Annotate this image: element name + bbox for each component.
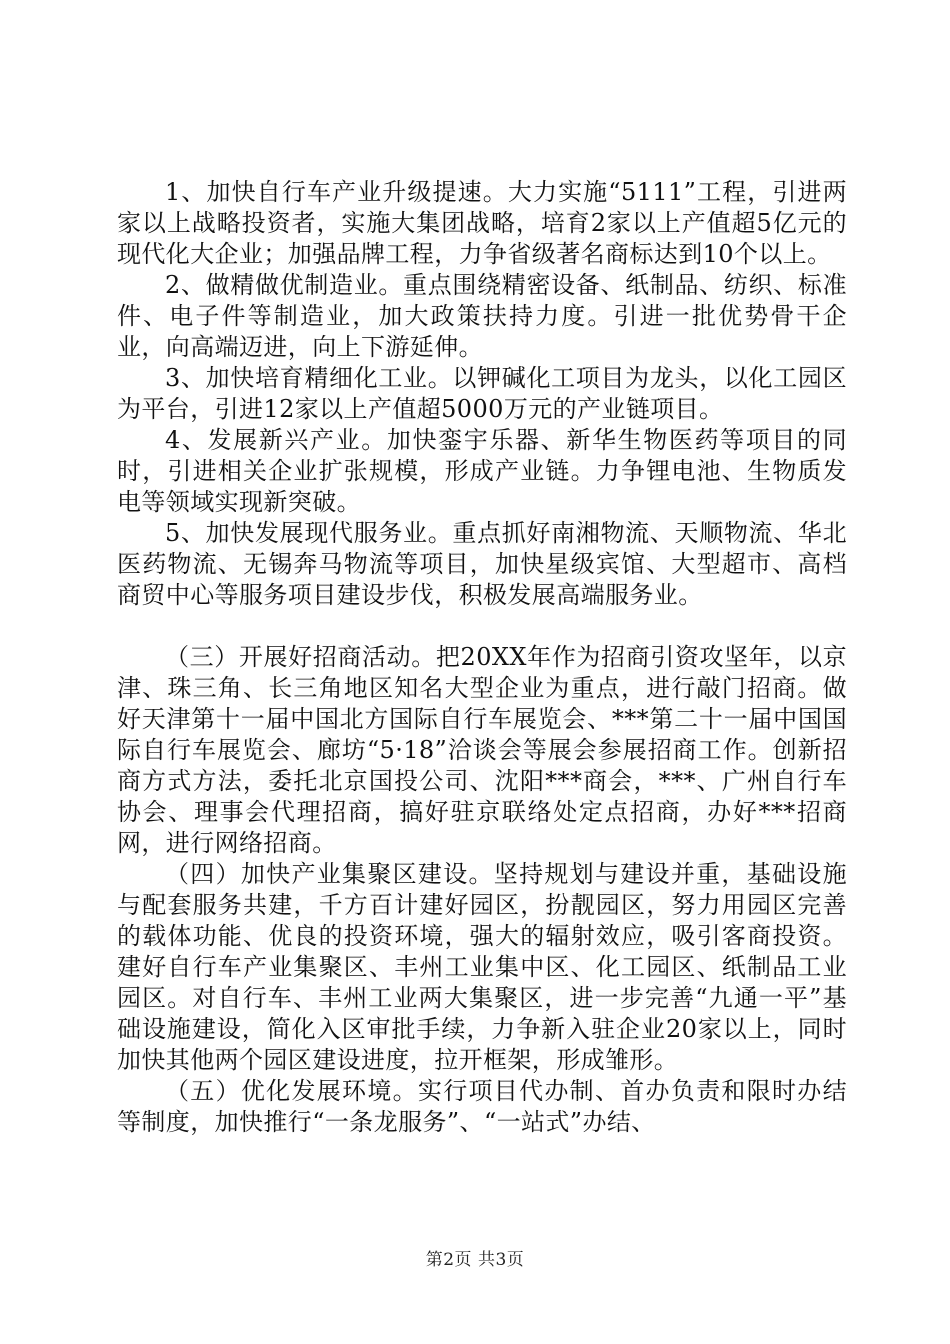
page-number-footer: 第2页 共3页 (425, 1250, 525, 1270)
paragraph-item-5: 5、加快发展现代服务业。重点抓好南湘物流、天顺物流、华北医药物流、无锡奔马物流等项目，加快星级宾馆、大型超市、高档商贸中心等服务项目建设步伐，积极发展高端服务业。 (117, 519, 847, 609)
paragraph-item-1: 1、加快自行车产业升级提速。大力实施“5111”工程，引进两家以上战略投资者，实施大集团战略，培育2家以上产值超5亿元的现代化大企业；加强品牌工程，力争省级著名商标达到10个以上。 (117, 178, 847, 268)
paragraph-item-3: 3、加快培育精细化工业。以钾碱化工项目为龙头，以化工园区为平台，引进12家以上产值超5000万元的产业链项目。 (117, 364, 847, 423)
paragraph-section-4: （四）加快产业集聚区建设。坚持规划与建设并重，基础设施与配套服务共建，千方百计建好园区，扮靓园区，努力用园区完善的载体功能、优良的投资环境，强大的辐射效应，吸引客商投资。建好自行车产业集聚区、丰州工业集中区、化工园区、纸制品工业园区。对自行车、丰州工业两大集聚区，进一步完善“九通一平”基础设施建设，简化入区审批手续，力争新入驻企业20家以上，同时加快其他两个园区建设进度，拉开框架，形成雏形。 (117, 860, 847, 1074)
paragraph-section-5: （五）优化发展环境。实行项目代办制、首办负责和限时办结等制度，加快推行“一条龙服务”、“一站式”办结、 (117, 1077, 847, 1136)
document-body (117, 177, 847, 1138)
paragraph-item-2: 2、做精做优制造业。重点围绕精密设备、纸制品、纺织、标准件、电子件等制造业，加大政策扶持力度。引进一批优势骨干企业，向高端迈进，向上下游延伸。 (117, 271, 847, 361)
paragraph-section-3: （三）开展好招商活动。把20XX年作为招商引资攻坚年，以京津、珠三角、长三角地区知名大型企业为重点，进行敲门招商。做好天津第十一届中国北方国际自行车展览会、***第二十一届中国国际自行车展览会、廊坊“5·18”洽谈会等展会参展招商工作。创新招商方式方法，委托北京国投公司、沈阳***商会，***、广州自行车协会、理事会代理招商，搞好驻京联络处定点招商，办好***招商网，进行网络招商。 (117, 643, 847, 857)
paragraph-item-4: 4、发展新兴产业。加快銮宇乐器、新华生物医药等项目的同时，引进相关企业扩张规模，形成产业链。力争锂电池、生物质发电等领域实现新突破。 (117, 426, 847, 516)
